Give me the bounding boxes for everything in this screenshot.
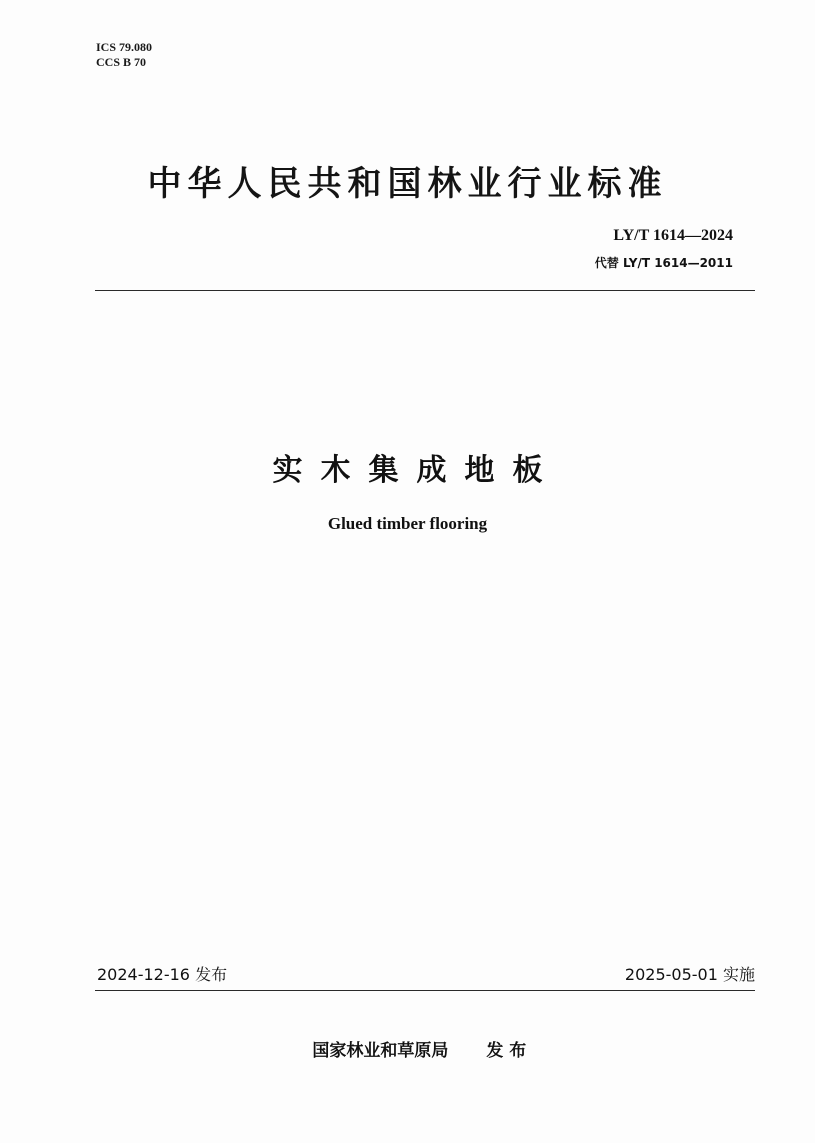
ccs-code: CCS B 70	[96, 55, 147, 69]
issuer-line	[0, 1016, 815, 1081]
implementation-date: 2025-05-01 实施	[624, 965, 755, 984]
bottom-divider	[95, 990, 755, 991]
document-english-title: Glued timber flooring	[327, 514, 488, 533]
document-title: 实木集成地板	[272, 453, 561, 488]
top-divider	[95, 290, 755, 291]
replaced-standard: 代替 LY/T 1614—2011	[594, 256, 733, 270]
standard-category-title: 中华人民共和国林业行业标准	[147, 164, 668, 204]
issue-action: 发 布	[486, 1041, 527, 1061]
ics-code: ICS 79.080	[96, 40, 153, 54]
issuing-organization: 国家林业和草原局	[312, 1041, 449, 1061]
classification-codes	[96, 40, 152, 70]
issue-date: 2024-12-16 发布	[97, 965, 228, 984]
standard-number: LY/T 1614—2024	[613, 227, 733, 244]
